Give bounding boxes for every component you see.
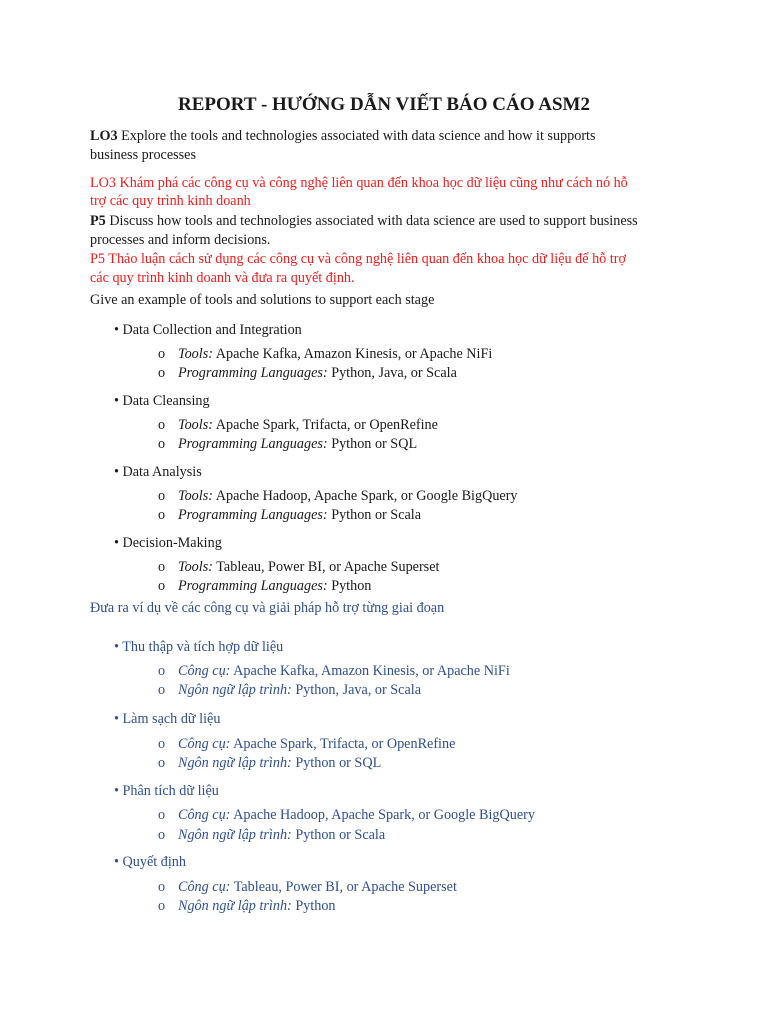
sub-bullet: o (158, 365, 166, 381)
lang-value: Python, Java, or Scala (327, 365, 457, 381)
sub-bullet: o (158, 755, 166, 771)
stage-en-0-tools (158, 345, 492, 363)
tools-value: Tableau, Power BI, or Apache Superset (230, 879, 457, 895)
sub-bullet: o (158, 879, 166, 895)
stage-en-1-tools (158, 416, 438, 434)
lang-label: Ngôn ngữ lập trình: (178, 898, 292, 914)
page-title: REPORT - HƯỚNG DẪN VIẾT BÁO CÁO ASM2 (178, 94, 590, 115)
tools-value: Apache Hadoop, Apache Spark, or Google BigQuery (230, 807, 535, 823)
tools-value: Apache Hadoop, Apache Spark, or Google BigQuery (212, 488, 518, 504)
tools-value: Apache Spark, Trifacta, or OpenRefine (212, 417, 438, 433)
sub-bullet: o (158, 682, 166, 698)
lang-value: Python (327, 578, 372, 594)
p5-line-2: processes and inform decisions. (90, 232, 271, 248)
stage-en-2-tools (158, 487, 518, 505)
lo3-line-1 (90, 127, 596, 145)
sub-bullet: o (158, 578, 166, 594)
tools-label: Công cụ: (178, 879, 231, 895)
tools-value: Tableau, Power BI, or Apache Superset (212, 559, 440, 575)
sub-bullet: o (158, 663, 166, 679)
stage-vi-3-langs (158, 897, 336, 915)
stage-vi-2-name: • Phân tích dữ liệu (114, 783, 219, 799)
stage-en-3-langs (158, 577, 371, 595)
sub-bullet: o (158, 417, 166, 433)
lang-label: Programming Languages: (178, 507, 328, 523)
sub-bullet: o (158, 898, 166, 914)
tools-label: Tools: (178, 488, 213, 504)
p5-text: Discuss how tools and technologies associated with data science are used to support business (105, 213, 638, 229)
stage-en-1-langs (158, 435, 417, 453)
sub-bullet: o (158, 346, 166, 362)
lang-label: Ngôn ngữ lập trình: (178, 755, 292, 771)
stage-vi-2-langs (158, 826, 385, 844)
sub-bullet: o (158, 559, 166, 575)
stage-vi-3-tools (158, 878, 457, 896)
sub-bullet: o (158, 736, 166, 752)
stage-vi-0-langs (158, 681, 421, 699)
tools-label: Tools: (178, 417, 213, 433)
stage-vi-0-name: • Thu thập và tích hợp dữ liệu (114, 639, 284, 655)
stage-en-2-langs (158, 506, 421, 524)
p5-line-1 (90, 212, 638, 230)
stage-vi-3-name: • Quyết định (114, 854, 186, 870)
tools-label: Công cụ: (178, 663, 231, 679)
lang-label: Ngôn ngữ lập trình: (178, 827, 292, 843)
tools-label: Công cụ: (178, 807, 231, 823)
lang-value: Python (291, 898, 336, 914)
sub-bullet: o (158, 827, 166, 843)
tools-label: Công cụ: (178, 736, 231, 752)
tools-value: Apache Kafka, Amazon Kinesis, or Apache NiFi (230, 663, 510, 679)
stage-vi-1-langs (158, 754, 381, 772)
lang-label: Programming Languages: (178, 578, 328, 594)
sub-bullet: o (158, 488, 166, 504)
stage-en-2-name: • Data Analysis (114, 464, 202, 480)
tools-value: Apache Kafka, Amazon Kinesis, or Apache NiFi (212, 346, 493, 362)
sub-bullet: o (158, 807, 166, 823)
lo3-code: LO3 (90, 128, 118, 144)
p5-vi-line-2: các quy trình kinh doanh và đưa ra quyết định. (90, 270, 355, 286)
p5-code: P5 (90, 213, 106, 229)
stage-en-3-name: • Decision-Making (114, 535, 222, 551)
lang-label: Programming Languages: (178, 436, 328, 452)
tools-label: Tools: (178, 559, 213, 575)
stage-vi-1-name: • Làm sạch dữ liệu (114, 711, 221, 727)
lang-value: Python or Scala (327, 507, 422, 523)
stage-vi-0-tools (158, 662, 510, 680)
stage-en-3-tools (158, 558, 439, 576)
lo3-line-2: business processes (90, 147, 196, 163)
tools-label: Tools: (178, 346, 213, 362)
sub-bullet: o (158, 436, 166, 452)
lang-value: Python or SQL (327, 436, 418, 452)
p5-vi-line-1: P5 Thảo luận cách sử dụng các công cụ và công nghệ liên quan đến khoa học dữ liệu để hỗ trợ (90, 251, 626, 267)
lo3-vi-line-2: trợ các quy trình kinh doanh (90, 193, 251, 209)
lang-label: Programming Languages: (178, 365, 328, 381)
lang-label: Ngôn ngữ lập trình: (178, 682, 292, 698)
lang-value: Python, Java, or Scala (291, 682, 422, 698)
intro-vi: Đưa ra ví dụ về các công cụ và giải pháp hỗ trợ từng giai đoạn (90, 600, 445, 616)
lang-value: Python or Scala (291, 827, 386, 843)
lo3-text: Explore the tools and technologies associated with data science and how it supports (117, 128, 596, 144)
intro-en: Give an example of tools and solutions to support each stage (90, 292, 435, 308)
lo3-vi-line-1: LO3 Khám phá các công cụ và công nghệ liên quan đến khoa học dữ liệu cũng như cách nó hỗ (90, 175, 628, 191)
stage-en-0-name: • Data Collection and Integration (114, 322, 302, 338)
tools-value: Apache Spark, Trifacta, or OpenRefine (230, 736, 456, 752)
stage-vi-2-tools (158, 806, 535, 824)
stage-en-1-name: • Data Cleansing (114, 393, 210, 409)
lang-value: Python or SQL (291, 755, 382, 771)
stage-en-0-langs (158, 364, 457, 382)
sub-bullet: o (158, 507, 166, 523)
stage-vi-1-tools (158, 735, 455, 753)
